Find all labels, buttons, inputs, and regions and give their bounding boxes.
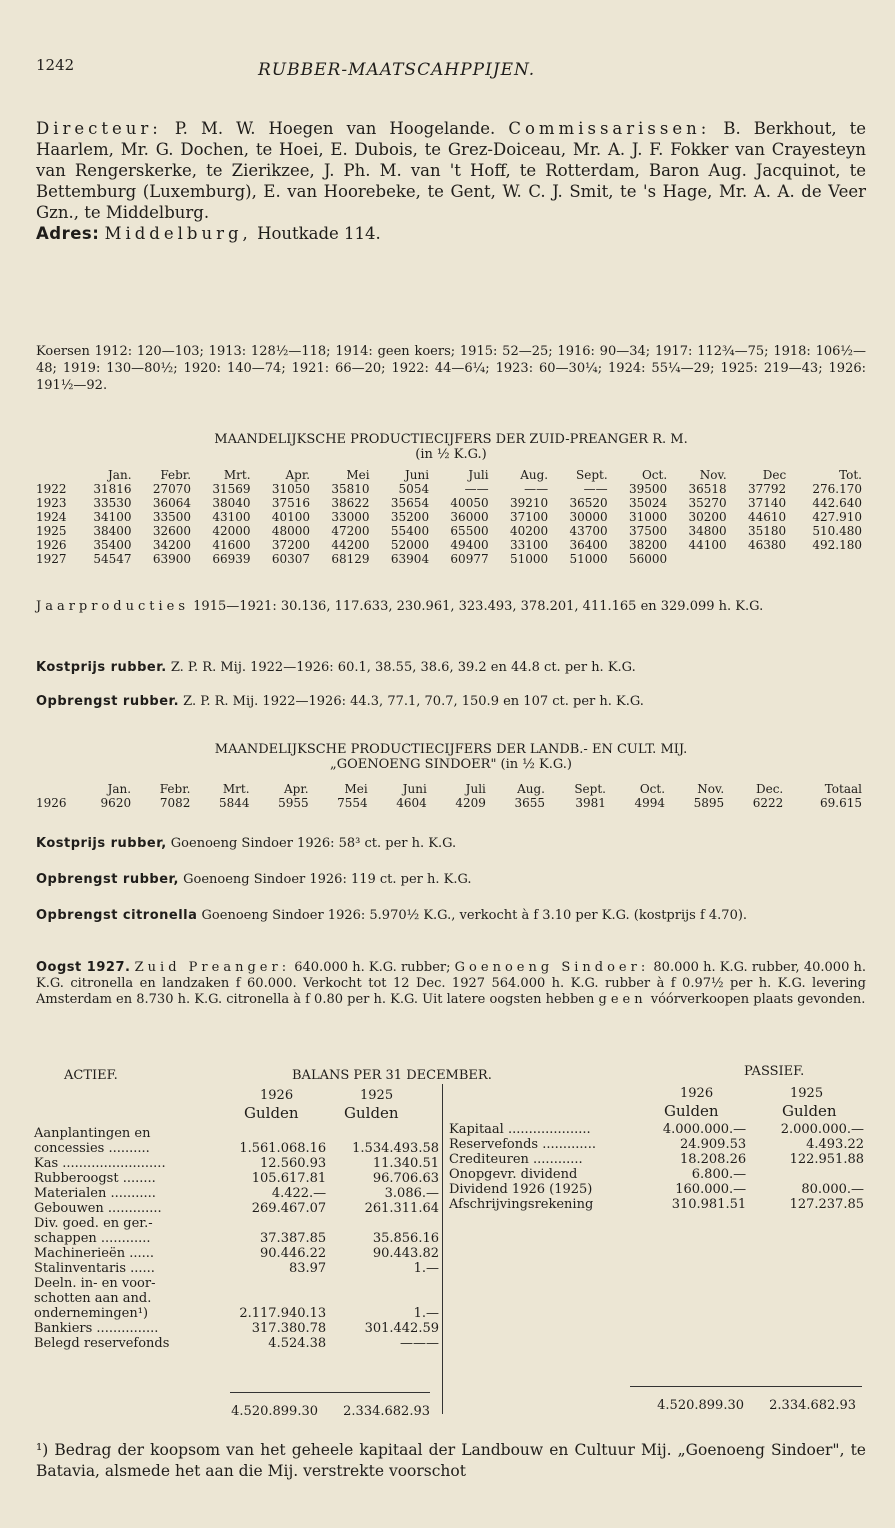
balance-value-1925: 127.237.85 <box>789 1197 864 1212</box>
balance-title: BALANS PER 31 DECEMBER. <box>292 1068 492 1083</box>
value-cell: 41600 <box>212 538 251 552</box>
value-cell: 4994 <box>634 796 666 810</box>
value-cell: 35654 <box>390 496 430 510</box>
balance-value-1925: 261.311.64 <box>364 1201 439 1216</box>
table-row <box>34 496 864 510</box>
balance-value-1925: 96.706.63 <box>372 1171 439 1186</box>
cost1-paragraph <box>36 660 866 676</box>
value-cell: 60307 <box>271 552 311 566</box>
year-cell: 1924 <box>36 510 67 524</box>
balance-item-label: Stalinventaris ...... <box>34 1261 155 1276</box>
value-cell: 51000 <box>569 552 608 566</box>
column-header: Nov. <box>697 782 725 796</box>
balance-value-1926: 24.909.53 <box>679 1137 747 1152</box>
balance-value-1926: 4.524.38 <box>268 1336 327 1351</box>
balance-value-1925 <box>326 1216 439 1231</box>
value-cell: 37200 <box>271 538 311 552</box>
column-header: Mei <box>344 782 368 796</box>
passief-label: PASSIEF. <box>744 1064 805 1079</box>
value-cell: 35270 <box>688 496 727 510</box>
balance-value-1926 <box>229 1126 326 1141</box>
value-cell: 37792 <box>748 482 787 496</box>
balance-item-label: Materialen ........... <box>34 1186 156 1201</box>
balance-value-1926: 90.446.22 <box>260 1246 327 1261</box>
column-header: Aug. <box>517 782 545 796</box>
value-cell: 40200 <box>509 524 549 538</box>
balance-value-1926: 1.561.068.16 <box>239 1141 327 1156</box>
assets-total1: 4.520.899.30 <box>231 1404 318 1419</box>
balance-value-1926: 37.387.85 <box>260 1231 327 1246</box>
value-cell: 31000 <box>628 510 668 524</box>
harvest-text2: 80.000 h. K.G. rubber, 40.000 h. K.G. citronella en landzaken f 60.000. Verkocht tot 12 Dec. 1927 564.000 h. K.G. rubber à f 0.97½ per h. K.G. levering Amsterdam en 8.730 h. K.G. citronella à f 0.80 per h. K.G. Uit latere oogsten hebben <box>36 960 867 1007</box>
balance-item-label: Bankiers ............... <box>34 1321 159 1336</box>
balance-item-label: Kapitaal .................... <box>449 1122 591 1137</box>
value-cell: 30000 <box>569 510 608 524</box>
year-cell: 1923 <box>36 496 67 510</box>
balance-row <box>34 1171 439 1186</box>
production1-table <box>34 468 864 566</box>
assets-unit1: Gulden <box>244 1104 299 1122</box>
balance-row <box>449 1167 864 1182</box>
balance-value-1926: 160.000.— <box>675 1182 747 1197</box>
year-cell: 1927 <box>36 552 67 566</box>
column-header: Sept. <box>574 782 606 796</box>
assets-year2: 1925 <box>360 1088 394 1103</box>
value-cell: 56000 <box>628 552 668 566</box>
balance-item-label: Kas ......................... <box>34 1156 166 1171</box>
yield1-text: Z. P. R. Mij. 1922—1926: 44.3, 77.1, 70.7, 150.9 en 107 ct. per h. K.G. <box>183 694 644 709</box>
cost2-text: Goenoeng Sindoer 1926: 58³ ct. per h. K.G. <box>170 836 457 851</box>
value-cell: 36000 <box>450 510 489 524</box>
value-cell <box>729 552 789 566</box>
yield1-label: Opbrengst rubber. <box>36 694 180 709</box>
balance-value-1926: 317.380.78 <box>251 1321 327 1336</box>
page-number: 1242 <box>36 56 75 74</box>
balance-value-1925: 122.951.88 <box>789 1152 864 1167</box>
footnote: ¹) Bedrag der koopsom van het geheele kapitaal der Landbouw en Cultuur Mij. „Goenoeng Sindoer", te Batavia, alsmede het aan die Mij. verstrekte voorschot <box>36 1441 866 1480</box>
value-cell: 9620 <box>100 796 132 810</box>
value-cell: 492.180 <box>812 538 862 552</box>
balance-value-1925: 1.— <box>413 1261 439 1276</box>
value-cell: 48000 <box>271 524 311 538</box>
column-header: Juni <box>404 468 430 482</box>
value-cell: 5895 <box>693 796 725 810</box>
balance-row <box>34 1336 439 1351</box>
value-cell: 66939 <box>212 552 251 566</box>
assets-total-rule <box>230 1392 430 1393</box>
value-cell: 442.640 <box>812 496 862 510</box>
column-header: Juli <box>465 782 486 796</box>
balance-item-label: Reservefonds ............. <box>449 1137 596 1152</box>
column-header: Mrt. <box>223 468 251 482</box>
balance-row <box>34 1156 439 1171</box>
value-cell: 5054 <box>398 482 430 496</box>
cost1-text: Z. P. R. Mij. 1922—1926: 60.1, 38.55, 38.6, 39.2 en 44.8 ct. per h. K.G. <box>170 660 636 675</box>
year-cell: 1925 <box>36 524 67 538</box>
value-cell: 5955 <box>278 796 309 810</box>
balance-item-label: schotten aan and. <box>34 1291 152 1306</box>
value-cell: 3981 <box>575 796 606 810</box>
column-header: Nov. <box>699 468 727 482</box>
column-header: Jan. <box>107 782 132 796</box>
value-cell: 35810 <box>331 482 370 496</box>
balance-value-1925: 3.086.— <box>384 1186 439 1201</box>
citronella-text: Goenoeng Sindoer 1926: 5.970½ K.G., verkocht à f 3.10 per K.G. (kostprijs f 4.70). <box>201 908 748 923</box>
value-cell: 31050 <box>271 482 311 496</box>
balance-row <box>34 1276 439 1291</box>
value-cell: 33500 <box>152 510 192 524</box>
balance-item-label: Div. goed. en ger.- <box>34 1216 153 1231</box>
value-cell: 37100 <box>509 510 549 524</box>
table-header-row <box>34 782 864 796</box>
annual-production <box>36 599 866 615</box>
balance-value-1926: 6.800.— <box>691 1167 747 1182</box>
harvest-label: Oogst 1927. <box>36 960 131 975</box>
value-cell: 55400 <box>390 524 430 538</box>
balance-value-1925: 90.443.82 <box>372 1246 439 1261</box>
value-cell: 30200 <box>688 510 727 524</box>
value-cell: 36064 <box>152 496 192 510</box>
balance-value-1925 <box>326 1276 439 1291</box>
value-cell: 33100 <box>509 538 549 552</box>
value-cell: 4604 <box>396 796 427 810</box>
address-city: Middelburg, <box>104 224 252 243</box>
column-header: Apr. <box>284 782 309 796</box>
liab-total2: 2.334.682.93 <box>769 1398 856 1413</box>
balance-item-label: Onopgevr. dividend <box>449 1167 578 1182</box>
balance-value-1925: 4.493.22 <box>806 1137 864 1152</box>
value-cell: 51000 <box>509 552 549 566</box>
value-cell: 37140 <box>748 496 787 510</box>
value-cell: 34100 <box>93 510 132 524</box>
column-header: Aug. <box>520 468 549 482</box>
value-cell: 4209 <box>455 796 486 810</box>
assets-table <box>34 1126 439 1351</box>
value-cell: 44100 <box>688 538 727 552</box>
annual-text: 1915—1921: 30.136, 117.633, 230.961, 323.493, 378.201, 411.165 en 329.099 h. K.G. <box>193 599 764 614</box>
balance-divider <box>442 1084 443 1414</box>
column-header: Tot. <box>839 468 862 482</box>
value-cell: 3655 <box>514 796 545 810</box>
value-cell: 27070 <box>152 482 192 496</box>
value-cell: 33530 <box>93 496 132 510</box>
balance-row <box>34 1216 439 1231</box>
value-cell: 49400 <box>450 538 489 552</box>
assets-unit2: Gulden <box>344 1104 399 1122</box>
balance-value-1925 <box>326 1126 439 1141</box>
balance-value-1926 <box>229 1216 326 1231</box>
assets-year1: 1926 <box>260 1088 294 1103</box>
balance-item-label: Crediteuren ............ <box>449 1152 583 1167</box>
value-cell: 6222 <box>752 796 784 810</box>
value-cell: 38040 <box>212 496 251 510</box>
value-cell: 39500 <box>628 482 668 496</box>
production1-heading <box>36 432 866 462</box>
balance-item-label: Machinerieën ...... <box>34 1246 154 1261</box>
value-cell: 31816 <box>93 482 132 496</box>
value-cell: 63904 <box>390 552 430 566</box>
production1-subtitle: (in ½ K.G.) <box>415 447 487 462</box>
balance-row <box>34 1321 439 1336</box>
year-cell: 1926 <box>36 538 67 552</box>
value-cell: 69.615 <box>820 796 862 810</box>
cost2-paragraph <box>36 836 866 852</box>
balance-value-1926: 269.467.07 <box>251 1201 327 1216</box>
commissioners-list: B. Berkhout, te Haarlem, Mr. G. Dochen, te Hoei, E. Dubois, te Grez-Doiceau, Mr. A. J. F. Fokker van Crayesteyn van Rengerskerke, te Zierikzee, J. Ph. M. van 't Hoff, te Rotterdam, Baron Aug. Jacquinot, te Bettemburg (Luxemburg), E. van Hoorebeke, te Gent, W. C. J. Smit, te 's Hage, Mr. A. A. de Veer Gzn., te Middelburg. <box>36 119 867 222</box>
column-header <box>34 468 74 482</box>
column-header: Mrt. <box>222 782 250 796</box>
balance-item-label: ondernemingen¹) <box>34 1306 149 1321</box>
balance-value-1925: 11.340.51 <box>372 1156 439 1171</box>
harvest-emph: geen <box>598 992 647 1007</box>
value-cell: —— <box>464 482 489 496</box>
value-cell: 40050 <box>450 496 489 510</box>
value-cell: 32600 <box>152 524 192 538</box>
director-label: Directeur: <box>36 119 162 138</box>
address-street: Houtkade 114. <box>257 224 381 243</box>
liab-year1: 1926 <box>680 1086 714 1101</box>
production2-subtitle: „GOENOENG SINDOER" (in ½ K.G.) <box>329 757 572 772</box>
balance-item-label: Aanplantingen en <box>34 1126 151 1141</box>
balance-row <box>34 1141 439 1156</box>
balance-row <box>34 1201 439 1216</box>
value-cell <box>669 552 729 566</box>
balance-row <box>34 1261 439 1276</box>
cost1-label: Kostprijs rubber. <box>36 660 167 675</box>
assets-total2: 2.334.682.93 <box>343 1404 430 1419</box>
value-cell: 63900 <box>152 552 192 566</box>
balance-value-1925: 301.442.59 <box>364 1321 439 1336</box>
harvest-paragraph <box>36 960 866 1008</box>
balance-value-1925 <box>326 1291 439 1306</box>
value-cell: 68129 <box>331 552 370 566</box>
table-row <box>34 524 864 538</box>
balance-value-1926: 2.117.940.13 <box>239 1306 327 1321</box>
citronella-label: Opbrengst citronella <box>36 908 198 923</box>
value-cell: 37500 <box>628 524 668 538</box>
value-cell: 38200 <box>628 538 668 552</box>
balance-value-1926: 105.617.81 <box>251 1171 327 1186</box>
balance-value-1926: 18.208.26 <box>679 1152 747 1167</box>
balance-item-label: Rubberoogst ........ <box>34 1171 156 1186</box>
value-cell: 276.170 <box>812 482 862 496</box>
yield2-paragraph <box>36 872 866 888</box>
value-cell: 52000 <box>390 538 430 552</box>
year-cell: 1926 <box>36 796 67 810</box>
balance-value-1926 <box>229 1276 326 1291</box>
liab-year2: 1925 <box>790 1086 824 1101</box>
liabilities-table <box>449 1122 864 1212</box>
liab-total1: 4.520.899.30 <box>657 1398 744 1413</box>
value-cell: 35400 <box>93 538 132 552</box>
column-header: Juni <box>402 782 427 796</box>
balance-row <box>34 1306 439 1321</box>
balance-value-1926: 12.560.93 <box>260 1156 327 1171</box>
balance-value-1926: 83.97 <box>288 1261 327 1276</box>
value-cell: 40100 <box>271 510 311 524</box>
value-cell: 38400 <box>93 524 132 538</box>
balance-value-1926 <box>229 1291 326 1306</box>
balance-row <box>34 1291 439 1306</box>
value-cell: 42000 <box>212 524 251 538</box>
column-header: Oct. <box>641 468 668 482</box>
column-header: Oct. <box>639 782 666 796</box>
running-title: RUBBER-MAATSCAHPPIJEN. <box>258 60 536 80</box>
value-cell: 35180 <box>748 524 787 538</box>
value-cell: 7082 <box>159 796 191 810</box>
table-row <box>34 538 864 552</box>
column-header: Febr. <box>160 468 192 482</box>
liab-unit2: Gulden <box>782 1102 837 1120</box>
value-cell: 34800 <box>688 524 727 538</box>
balance-item-label: concessies .......... <box>34 1141 150 1156</box>
value-cell: 65500 <box>450 524 489 538</box>
value-cell: 5844 <box>218 796 250 810</box>
value-cell: 35200 <box>390 510 430 524</box>
value-cell: 31569 <box>212 482 251 496</box>
yield1-paragraph <box>36 694 866 710</box>
column-header: Dec. <box>755 782 784 796</box>
actief-label: ACTIEF. <box>64 1068 118 1083</box>
harvest-region1: Zuid Preanger: <box>134 960 291 975</box>
production2-heading <box>36 742 866 772</box>
value-cell: 427.910 <box>812 510 862 524</box>
balance-item-label: Deeln. in- en voor- <box>34 1276 156 1291</box>
production2-title: MAANDELIJKSCHE PRODUCTIECIJFERS DER LANDB.- EN CULT. MIJ. <box>214 742 688 757</box>
value-cell: 44200 <box>331 538 370 552</box>
balance-value-1926: 4.422.— <box>271 1186 327 1201</box>
value-cell: 43100 <box>212 510 251 524</box>
value-cell: 36400 <box>569 538 608 552</box>
column-header: Mei <box>346 468 370 482</box>
balance-row <box>34 1186 439 1201</box>
value-cell: 43700 <box>569 524 608 538</box>
year-cell: 1922 <box>36 482 67 496</box>
cost2-label: Kostprijs rubber, <box>36 836 167 851</box>
production2-table <box>34 782 864 810</box>
address-label: Adres: <box>36 224 100 243</box>
table-row <box>34 552 864 566</box>
table-row <box>34 510 864 524</box>
table-row <box>34 796 864 810</box>
balance-row <box>449 1197 864 1212</box>
harvest-text3: vóórverkoopen plaats gevonden. <box>650 992 866 1007</box>
balance-item-label: Dividend 1926 (1925) <box>449 1182 593 1197</box>
value-cell: 47200 <box>331 524 370 538</box>
director-name: P. M. W. Hoegen van Hoogelande. <box>174 119 496 138</box>
balance-item-label: Afschrijvingsrekening <box>449 1197 594 1212</box>
value-cell: 39210 <box>509 496 549 510</box>
balance-value-1926: 310.981.51 <box>671 1197 747 1212</box>
column-header: Dec <box>762 468 787 482</box>
balance-row <box>449 1152 864 1167</box>
value-cell: 510.480 <box>812 524 862 538</box>
yield2-text: Goenoeng Sindoer 1926: 119 ct. per h. K.G. <box>183 872 472 887</box>
value-cell: 44610 <box>748 510 787 524</box>
column-header: Apr. <box>285 468 311 482</box>
column-header: Jan. <box>108 468 132 482</box>
column-header: Febr. <box>159 782 191 796</box>
value-cell: 54547 <box>93 552 132 566</box>
balance-item-label: Gebouwen ............. <box>34 1201 162 1216</box>
column-header: Juli <box>468 468 489 482</box>
balance-row <box>449 1122 864 1137</box>
directors-paragraph <box>36 118 866 244</box>
value-cell <box>788 552 864 566</box>
column-header: Sept. <box>576 468 608 482</box>
table-header-row <box>34 468 864 482</box>
balance-value-1925: 80.000.— <box>801 1182 864 1197</box>
liab-unit1: Gulden <box>664 1102 719 1120</box>
harvest-region2: Goenoeng Sindoer: <box>454 960 650 975</box>
balance-value-1925 <box>746 1167 864 1182</box>
value-cell: 38622 <box>331 496 370 510</box>
balance-row <box>34 1246 439 1261</box>
balance-value-1926: 4.000.000.— <box>662 1122 747 1137</box>
value-cell: 60977 <box>450 552 489 566</box>
liab-total-rule <box>630 1386 862 1387</box>
balance-value-1925: 1.534.493.58 <box>352 1141 439 1156</box>
balance-row <box>449 1137 864 1152</box>
annual-label: Jaarproducties <box>36 599 190 614</box>
harvest-text1: 640.000 h. K.G. rubber; <box>294 960 451 975</box>
balance-item-label: Belegd reservefonds <box>34 1336 170 1351</box>
balance-value-1925: ——— <box>400 1336 439 1351</box>
value-cell: 34200 <box>152 538 192 552</box>
production1-title: MAANDELIJKSCHE PRODUCTIECIJFERS DER ZUID-PREANGER R. M. <box>214 432 688 447</box>
commissioners-label: Commissarissen: <box>508 119 711 138</box>
column-header <box>34 782 74 796</box>
citronella-paragraph <box>36 908 866 924</box>
value-cell: —— <box>583 482 608 496</box>
balance-row <box>34 1126 439 1141</box>
balance-row <box>34 1231 439 1246</box>
yield2-label: Opbrengst rubber, <box>36 872 179 887</box>
value-cell: 36520 <box>569 496 608 510</box>
balance-value-1925: 2.000.000.— <box>780 1122 864 1137</box>
value-cell: 33000 <box>331 510 370 524</box>
balance-value-1925: 35.856.16 <box>372 1231 439 1246</box>
value-cell: 35024 <box>628 496 668 510</box>
value-cell: 46380 <box>748 538 787 552</box>
value-cell: —— <box>524 482 549 496</box>
value-cell: 37516 <box>271 496 311 510</box>
value-cell: 36518 <box>688 482 727 496</box>
balance-value-1925: 1.— <box>413 1306 439 1321</box>
value-cell: 7554 <box>337 796 368 810</box>
column-header: Totaal <box>824 782 862 796</box>
table-row <box>34 482 864 496</box>
quotes-paragraph: Koersen 1912: 120—103; 1913: 128½—118; 1914: geen koers; 1915: 52—25; 1916: 90—34; 1917: 112¾—75; 1918: 106½—48; 1919: 130—80½; 1920: 140—74; 1921: 66—20; 1922: 44—6¼; 1923: 60—30¼; 1924: 55¼—29; 1925: 219—43; 1926: 191½—92. <box>36 344 866 393</box>
balance-row <box>449 1182 864 1197</box>
balance-item-label: schappen ............ <box>34 1231 151 1246</box>
